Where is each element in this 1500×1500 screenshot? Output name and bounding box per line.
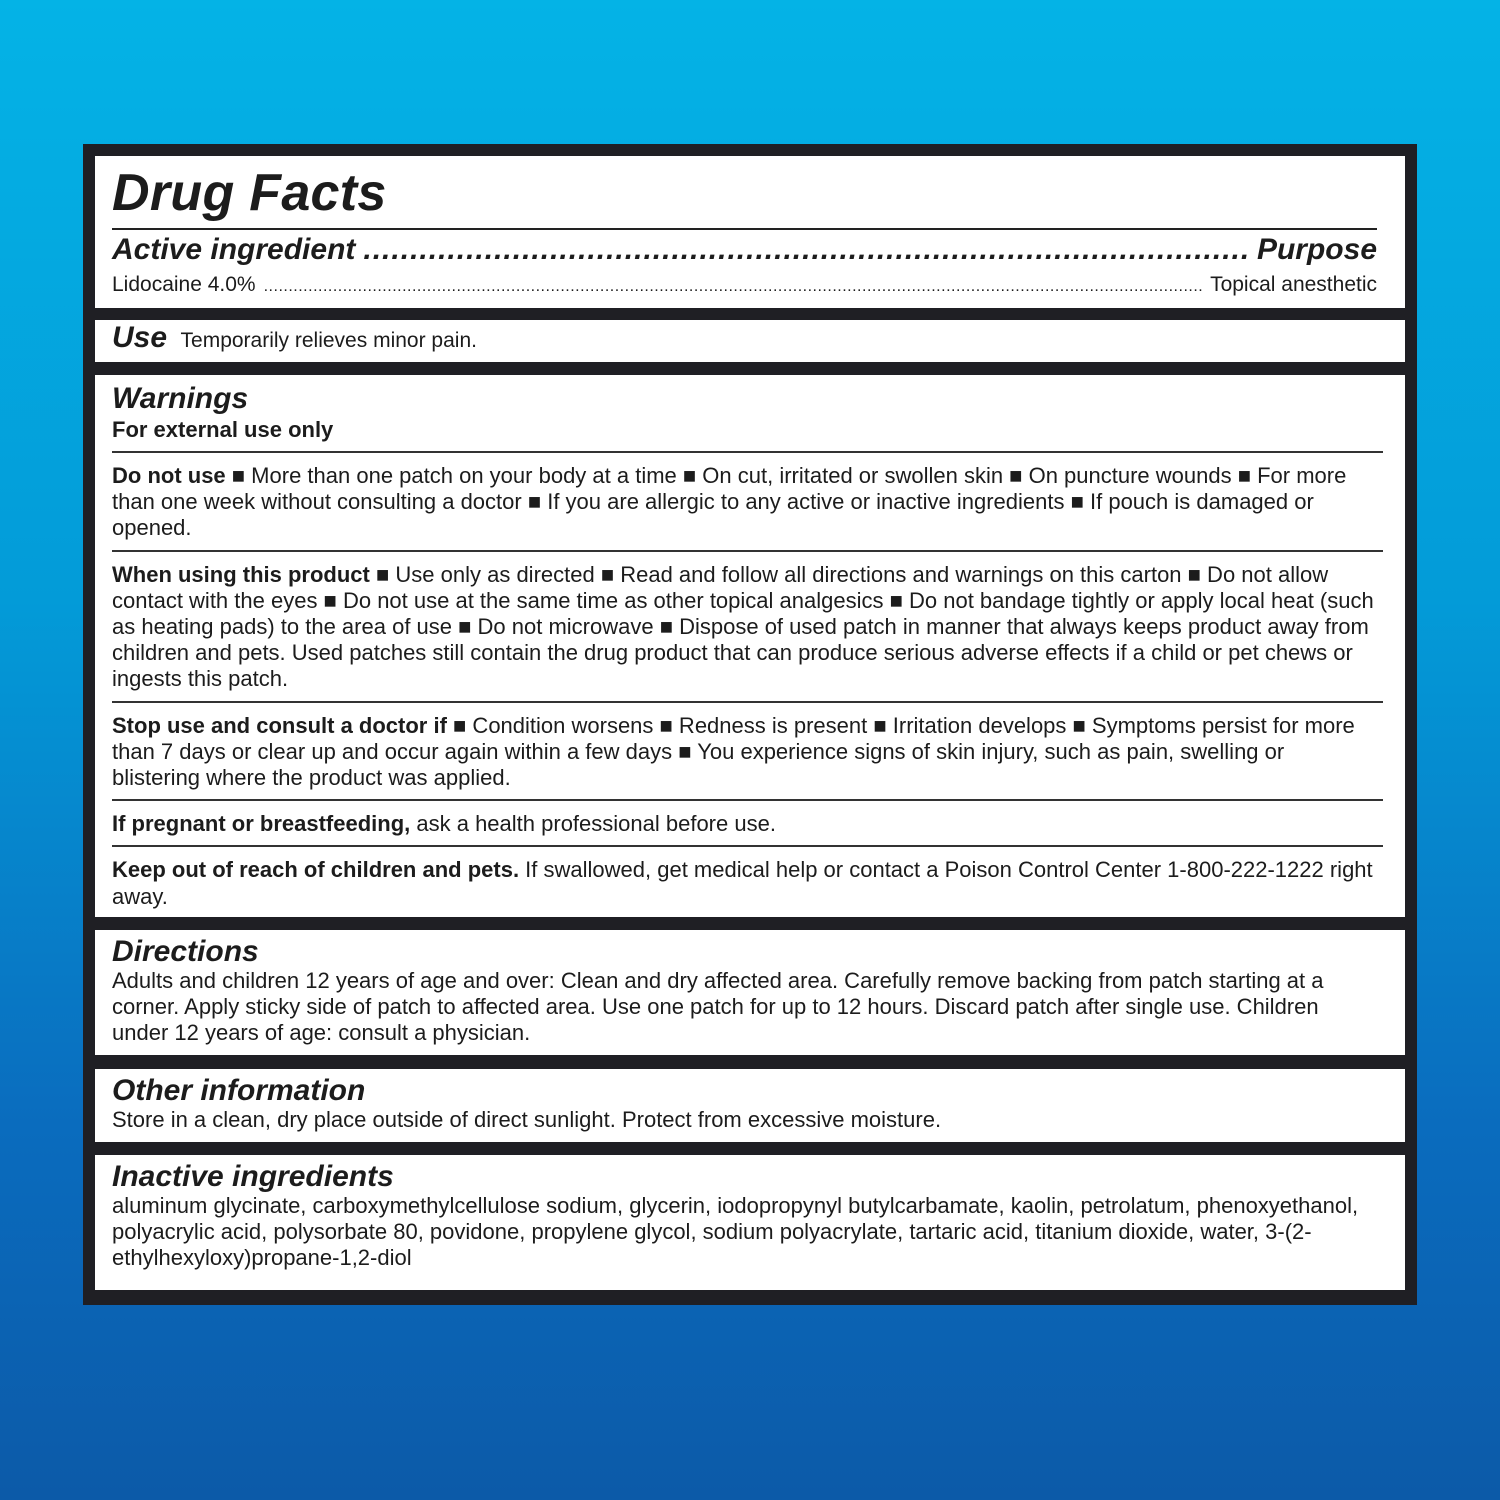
- title-divider: [112, 228, 1377, 230]
- do-not-use-label: Do not use: [112, 463, 226, 488]
- pregnant-text: ask a health professional before use.: [410, 811, 776, 837]
- stop-use-label: Stop use and consult a doctor if: [112, 712, 447, 738]
- purpose-heading: Purpose: [1256, 233, 1377, 266]
- other-information-heading: Other information: [112, 1074, 366, 1107]
- active-ingredient-header: [112, 232, 1377, 268]
- use-text: Temporarily relieves minor pain.: [180, 329, 477, 352]
- inactive-ingredients-panel: [95, 1155, 1405, 1290]
- header-panel: [95, 156, 1405, 308]
- warnings-subheading: For external use only: [112, 417, 334, 442]
- warnings-heading: Warnings: [112, 382, 249, 415]
- directions-text: Adults and children 12 years of age and over: Clean and dry affected area. Carefully remove backing from patch starting at a corner. Apply sticky side of patch to affected area. Use one patch for up to 12 hours. Discard patch after single use. Children under 12 years of age: consult a physician.: [112, 968, 1324, 1045]
- warnings-panel: [95, 375, 1405, 917]
- keep-out-text: If swallowed, get medical help or contact a Poison Control Center 1-800-222-1222 right away.: [112, 857, 1373, 909]
- active-ingredient-heading: Active ingredient: [112, 233, 356, 266]
- keep-out-label: Keep out of reach of children and pets.: [112, 857, 520, 883]
- when-using-text: ■ Use only as directed ■ Read and follow all directions and warnings on this carton ■ Do not allow contact with the eyes ■ Do not use at the same time as other topical analgesics ■ Do not bandage tightly or apply local heat (such as heating pads) to the area of use ■ Do not microwave ■ Dispose of used patch in manner that always keeps product away from children and pets. Used patches still contain the drug product that can produce serious adverse effects if a child or pet chews or ingests this patch.: [112, 561, 1374, 692]
- active-ingredient-row: [112, 268, 1377, 304]
- inactive-ingredients-heading: Inactive ingredients: [112, 1160, 394, 1193]
- leader-dots: [363, 232, 1249, 268]
- pregnant-label: If pregnant or breastfeeding,: [112, 811, 411, 837]
- ingredient-purpose: Topical anesthetic: [1210, 273, 1377, 296]
- directions-heading: Directions: [112, 935, 259, 968]
- page-title: Drug Facts: [112, 164, 387, 222]
- do-not-use-block: [112, 453, 1383, 552]
- when-using-label: When using this product: [112, 561, 370, 587]
- do-not-use-text: ■ More than one patch on your body at a time ■ On cut, irritated or swollen skin ■ On puncture wounds ■ For more than one week without consulting a doctor ■ If you are allergic to any active or inactive ingredients ■ If pouch is damaged or opened.: [112, 463, 1347, 541]
- stop-use-block: [112, 703, 1383, 802]
- stop-use-text: ■ Condition worsens ■ Redness is present ■ Irritation develops ■ Symptoms persist for more than 7 days or clear up and occur again within a few days ■ You experience signs of skin injury, such as pain, swelling or blistering where the product was applied.: [112, 712, 1355, 791]
- other-information-text: Store in a clean, dry place outside of direct sunlight. Protect from excessive moisture.: [112, 1107, 942, 1132]
- keep-out-block: [112, 847, 1383, 917]
- other-information-panel: [95, 1069, 1405, 1142]
- drug-facts-label: [83, 144, 1417, 1305]
- when-using-block: [112, 552, 1383, 703]
- use-panel: [95, 320, 1405, 362]
- inactive-ingredients-text: aluminum glycinate, carboxymethylcellulose sodium, glycerin, iodopropynyl butylcarbamate, kaolin, petrolatum, phenoxyethanol, polyacrylic acid, polysorbate 80, povidone, propylene glycol, sodium polyacrylate, tartaric acid, titanium dioxide, water, 3-(2-ethylhexyloxy)propane-1,2-diol: [112, 1193, 1359, 1270]
- use-line: [112, 320, 1377, 362]
- leader-dots: [264, 270, 1202, 304]
- ingredient-name: Lidocaine 4.0%: [112, 273, 256, 296]
- directions-panel: [95, 930, 1405, 1055]
- use-heading: Use: [112, 321, 168, 354]
- pregnant-block: [112, 801, 1383, 847]
